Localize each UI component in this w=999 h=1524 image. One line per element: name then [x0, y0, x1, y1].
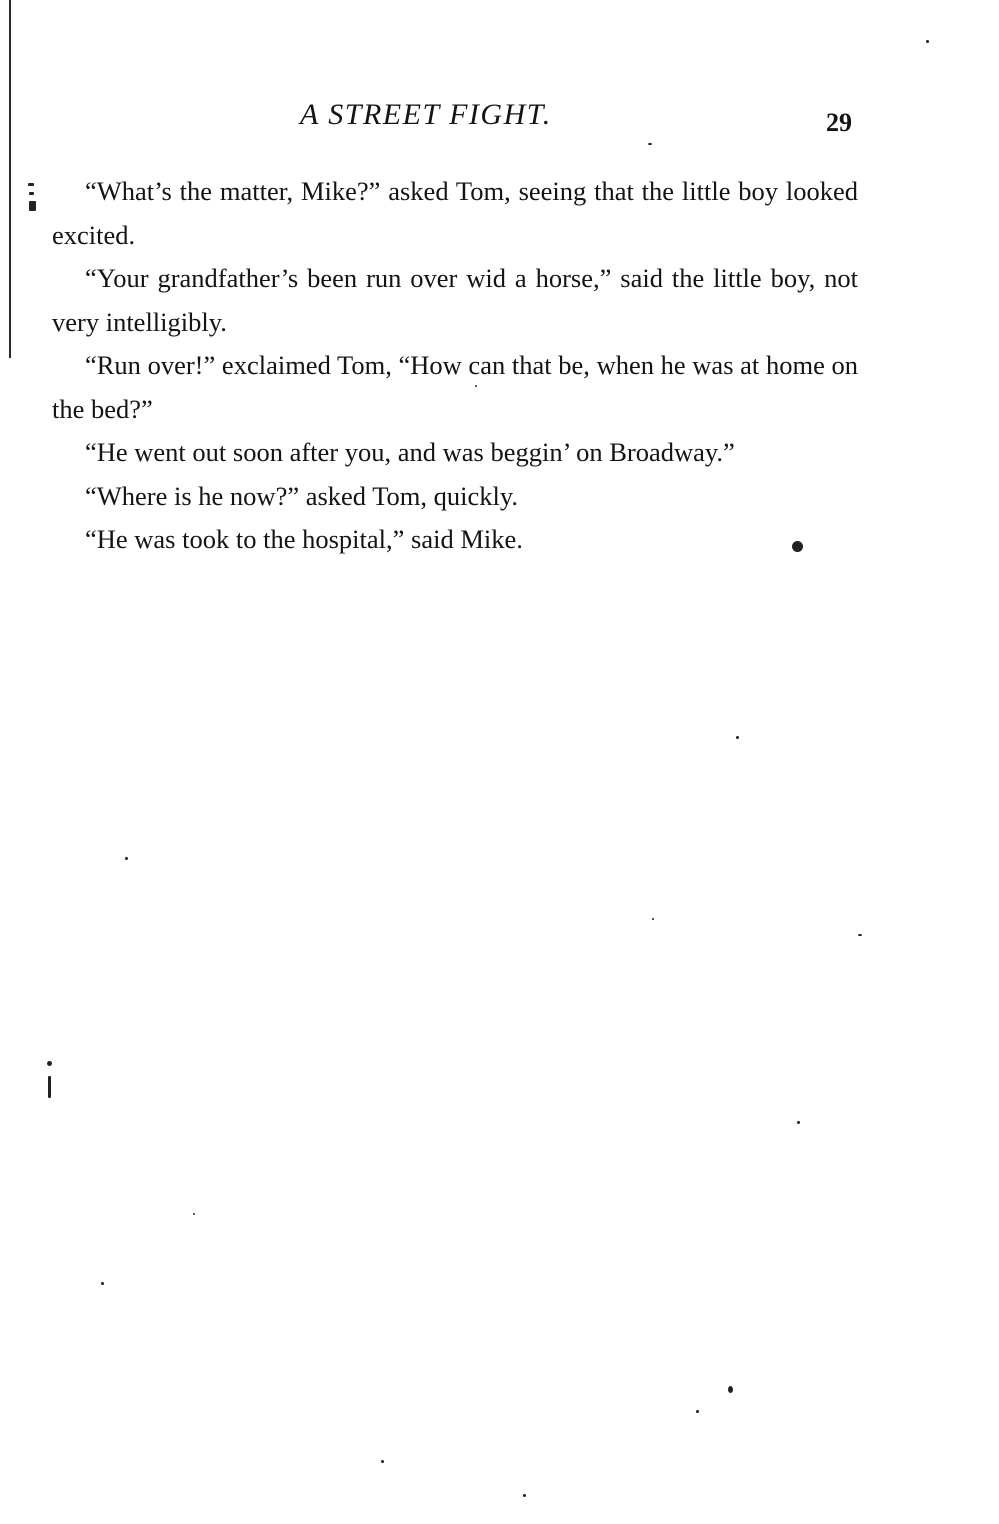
margin-mark [28, 183, 34, 186]
paragraph: “He went out soon after you, and was beggin’ on Broadway.” [85, 437, 735, 467]
margin-mark [47, 1061, 52, 1066]
ink-speck [381, 1460, 384, 1463]
paragraph: “Where is he now?” asked Tom, quickly. [85, 480, 519, 511]
ink-speck [728, 1386, 733, 1393]
ink-speck [101, 1282, 104, 1285]
ink-speck [523, 1494, 526, 1497]
margin-mark [48, 1076, 51, 1098]
paragraph: “What’s the matter, Mike?” asked Tom, seeing that the little boy looked excited. [52, 176, 858, 250]
ink-speck [648, 143, 652, 145]
ink-speck [696, 1410, 699, 1413]
margin-mark [29, 192, 34, 195]
ink-speck [736, 736, 739, 739]
paragraph: “Your grandfather’s been run over wid a horse,” said the little boy, not very intelligibly. [52, 263, 858, 337]
ink-speck [797, 1121, 800, 1124]
body-text [52, 170, 858, 562]
ink-speck [792, 541, 803, 552]
page-number: 29 [826, 108, 852, 137]
ink-speck [125, 857, 128, 860]
running-title: A STREET FIGHT. [300, 98, 552, 131]
paragraph: “He was took to the hospital,” said Mike. [85, 524, 523, 554]
ink-speck [652, 918, 654, 920]
paragraph: “Run over!” exclaimed Tom, “How can that be, when he was at home on the bed?” [52, 350, 858, 424]
ink-speck [475, 385, 477, 387]
ink-speck [858, 934, 862, 936]
ink-speck [193, 1213, 195, 1215]
ink-speck [926, 40, 929, 43]
scan-margin-line [9, 0, 11, 358]
margin-mark [29, 201, 36, 211]
